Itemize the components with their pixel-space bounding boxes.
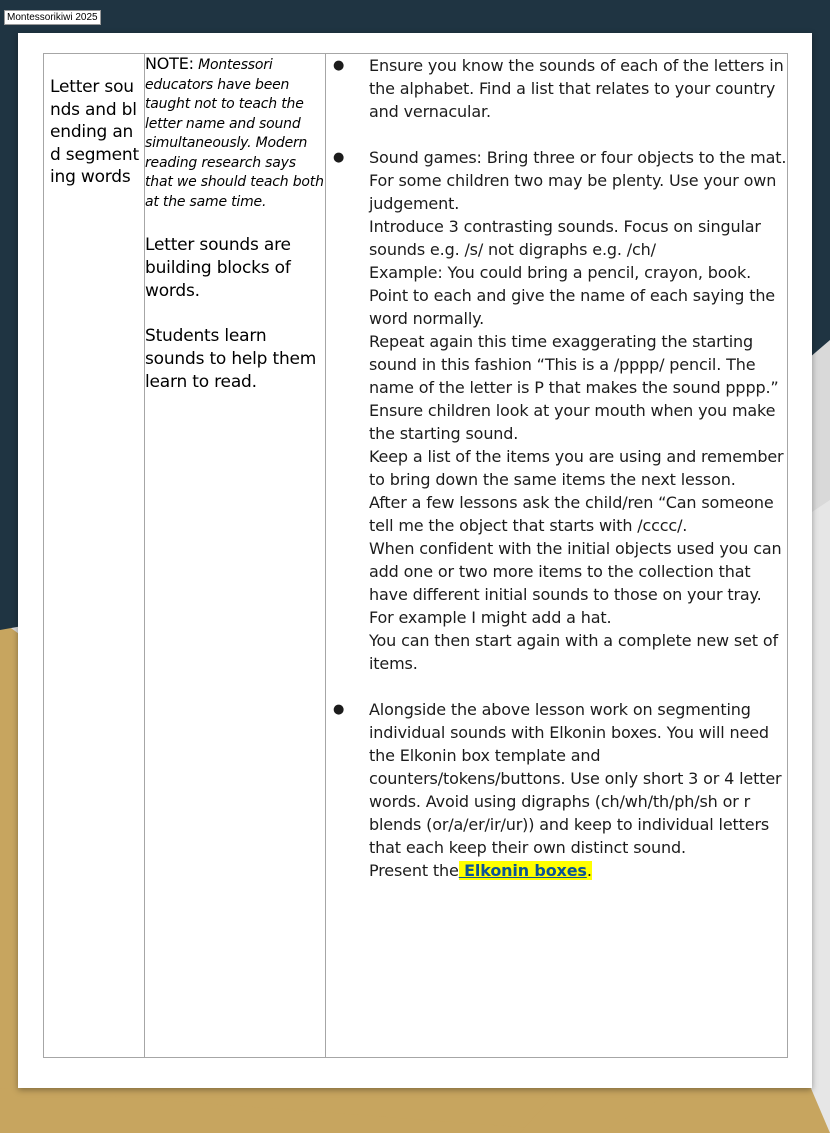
bullet-line: Keep a list of the items you are using and remember to bring down the same items the next lesson. [369, 447, 784, 489]
elkonin-boxes-link[interactable]: Elkonin boxes [458, 861, 587, 880]
present-prefix: Present the [369, 861, 459, 880]
bullet-line: Example: You could bring a pencil, crayon, book. [369, 263, 752, 282]
present-line [369, 859, 787, 882]
bullet-line: Sound games: Bring three or four objects to the mat. For some children two may be plenty. Use your own judgement. [369, 148, 787, 213]
bullet-dot-icon: ● [333, 702, 345, 717]
bullet-line: Ensure children look at your mouth when you make the starting sound. [369, 401, 776, 443]
bullet-dot-icon: ● [333, 58, 345, 73]
point-1: Letter sounds are building blocks of words. [145, 235, 291, 301]
lesson-table [43, 53, 788, 1058]
bullet-line: After a few lessons ask the child/ren “Can someone tell me the object that starts with /cccc/. [369, 493, 774, 535]
notes-cell [145, 54, 326, 1058]
bullet-line: Ensure you know the sounds of each of the letters in the alphabet. Find a list that relates to your country and vernacular. [369, 56, 784, 121]
bullet-line: Introduce 3 contrasting sounds. Focus on singular sounds e.g. /s/ not digraphs e.g. /ch/ [369, 217, 761, 259]
note-label: NOTE: [145, 54, 194, 73]
steps-cell [326, 54, 788, 1058]
bullet-item-3 [326, 698, 787, 882]
bullet-line: You can then start again with a complete new set of items. [369, 631, 778, 673]
bullet-line: Alongside the above lesson work on segmenting individual sounds with Elkonin boxes. You will need the Elkonin box template and counters/tokens/buttons. Use only short 3 or 4 letter words. Avoid using digraphs (ch/wh/th/ph/sh or r blends (or/a/er/ir/ur)) and keep to individual letters that each keep their own distinct sound. [369, 700, 782, 857]
bullet-item-1 [326, 54, 787, 123]
bullet-line: Point to each and give the name of each saying the word normally. [369, 286, 776, 328]
topic-text: Letter sounds and blending and segmenting words [50, 77, 139, 187]
table-row [44, 54, 788, 1058]
point-2: Students learn sounds to help them learn to read. [145, 326, 317, 392]
document-page [18, 33, 812, 1088]
bullet-item-2 [326, 146, 787, 675]
note-text: Montessori educators have been taught not to teach the letter name and sound simultaneously. Modern reading research says that we should teach both at the same time. [145, 57, 324, 210]
bullet-dot-icon: ● [333, 150, 345, 165]
note-paragraph [145, 54, 325, 212]
bullet-line: Repeat again this time exaggerating the starting sound in this fashion “This is a /pppp/ pencil. The name of the letter is P that makes the sound pppp.” [369, 332, 779, 397]
link-tail: . [586, 861, 592, 880]
topic-cell [44, 54, 145, 1058]
bullet-line: When confident with the initial objects used you can add one or two more items to the collection that have different initial sounds to those on your tray. For example I might add a hat. [369, 539, 782, 627]
header-tag: Montessorikiwi 2025 [4, 10, 101, 25]
